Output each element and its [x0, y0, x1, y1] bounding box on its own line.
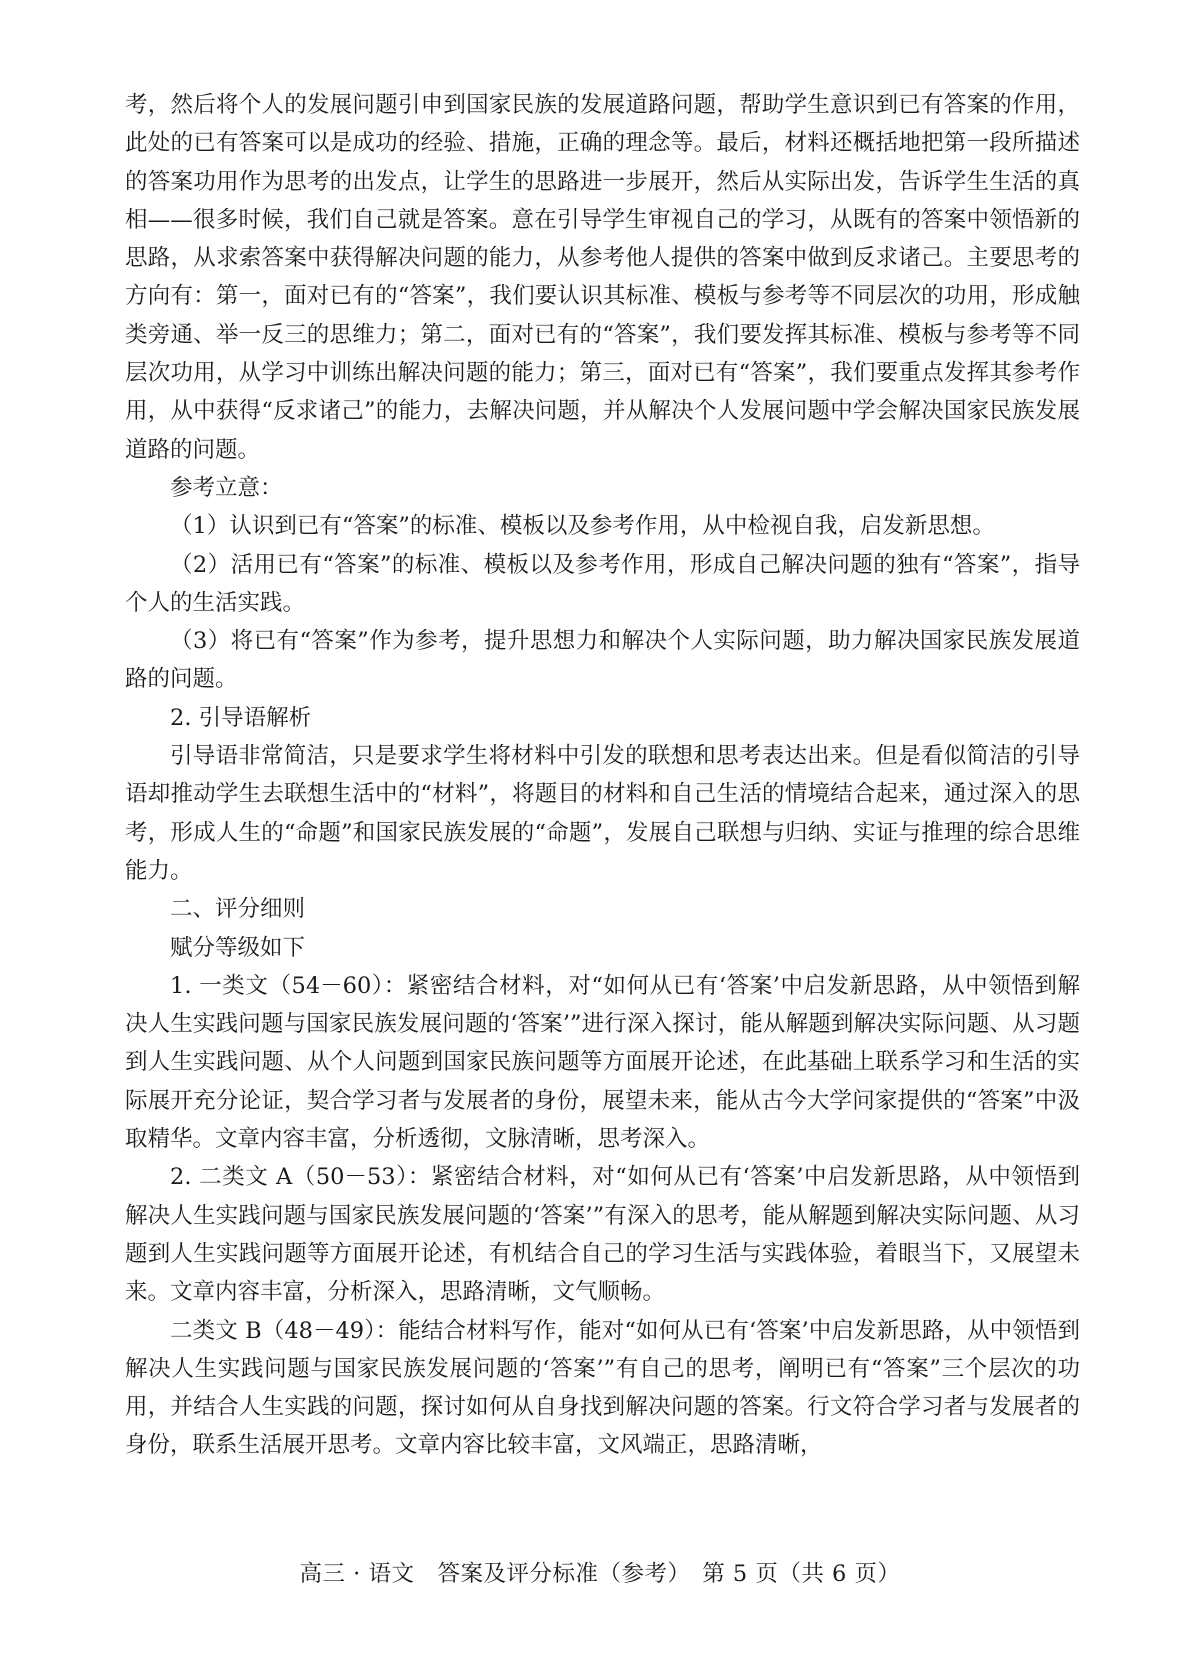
paragraph-intro-continued: 考，然后将个人的发展问题引申到国家民族的发展道路问题，帮助学生意识到已有答案的作用，此处的已有答案可以是成功的经验、措施，正确的理念等。最后，材料还概括地把第一段所描述的答案功用作为思考的出发点，让学生的思路进一步展开，然后从实际出发，告诉学生生活的真相——很多时候，我们自己就是答案。意在引导学生审视自己的学习，从既有的答案中领悟新的思路，从求索答案中获得解决问题的能力，从参考他人提供的答案中做到反求诸己。主要思考的方向有：第一，面对已有的“答案”，我们要认识其标准、模板与参考等不同层次的功用，形成触类旁通、举一反三的思维力；第二，面对已有的“答案”，我们要发挥其标准、模板与参考等不同层次功用，从学习中训练出解决问题的能力；第三，面对已有“答案”，我们要重点发挥其参考作用，从中获得“反求诸己”的能力，去解决问题，并从解决个人发展问题中学会解决国家民族发展道路的问题。: [125, 92, 1080, 463]
paragraph-theme-3: （3）将已有“答案”作为参考，提升思想力和解决个人实际问题，助力解决国家民族发展道路的问题。: [125, 628, 1080, 693]
paragraph-reference-theme-heading: 参考立意：: [170, 474, 283, 501]
paragraph-scoring-levels: 赋分等级如下: [170, 934, 306, 961]
paragraph-guide-analysis: 引导语非常简洁，只是要求学生将材料中引发的联想和思考表达出来。但是看似简洁的引导语却推动学生去联想生活中的“材料”，将题目的材料和自己生活的情境结合起来，通过深入的思考，形成人生的“命题”和国家民族发展的“命题”，发展自己联想与归纳、实证与推理的综合思维能力。: [125, 743, 1080, 884]
paragraph-theme-2: （2）活用已有“答案”的标准、模板以及参考作用，形成自己解决问题的独有“答案”，指导个人的生活实践。: [125, 551, 1080, 616]
paragraph-theme-1: （1）认识到已有“答案”的标准、模板以及参考作用，从中检视自我，启发新思想。: [170, 513, 995, 540]
section-heading-guide-analysis: 2. 引导语解析: [170, 704, 312, 731]
paragraph-class-1: 1. 一类文（54－60）：紧密结合材料，对“如何从已有‘答案’中启发新思路，从中领悟到解决人生实践问题与国家民族发展问题的‘答案’”进行深入探讨，能从解题到解决实际问题、从习题到人生实践问题、从个人问题到国家民族问题等方面展开论述，在此基础上联系学习和生活的实际展开充分论证，契合学习者与发展者的身份，展望未来，能从古今大学问家提供的“答案”中汲取精华。文章内容丰富，分析透彻，文脉清晰，思考深入。: [125, 972, 1080, 1153]
section-heading-scoring-rules: 二、评分细则: [170, 896, 306, 923]
document-body: [125, 86, 1080, 1465]
paragraph-class-2b: 二类文 B（48－49）：能结合材料写作，能对“如何从已有‘答案’中启发新思路，从中领悟到解决人生实践问题与国家民族发展问题的‘答案’”有自己的思考，阐明已有“答案”三个层次的功用，并结合人生实践的问题，探讨如何从自身找到解决问题的答案。行文符合学习者与发展者的身份，联系生活展开思考。文章内容比较丰富，文风端正，思路清晰，: [125, 1317, 1080, 1459]
paragraph-class-2a: 2. 二类文 A（50－53）：紧密结合材料，对“如何从已有‘答案’中启发新思路，从中领悟到解决人生实践问题与国家民族发展问题的‘答案’”有深入的思考，能从解题到解决实际问题、从习题到人生实践问题等方面展开论述，有机结合自己的学习生活与实践体验，着眼当下，又展望未来。文章内容丰富，分析深入，思路清晰，文气顺畅。: [125, 1164, 1080, 1306]
page-footer: 高三 · 语文 答案及评分标准（参考） 第 5 页（共 6 页）: [299, 1561, 901, 1587]
